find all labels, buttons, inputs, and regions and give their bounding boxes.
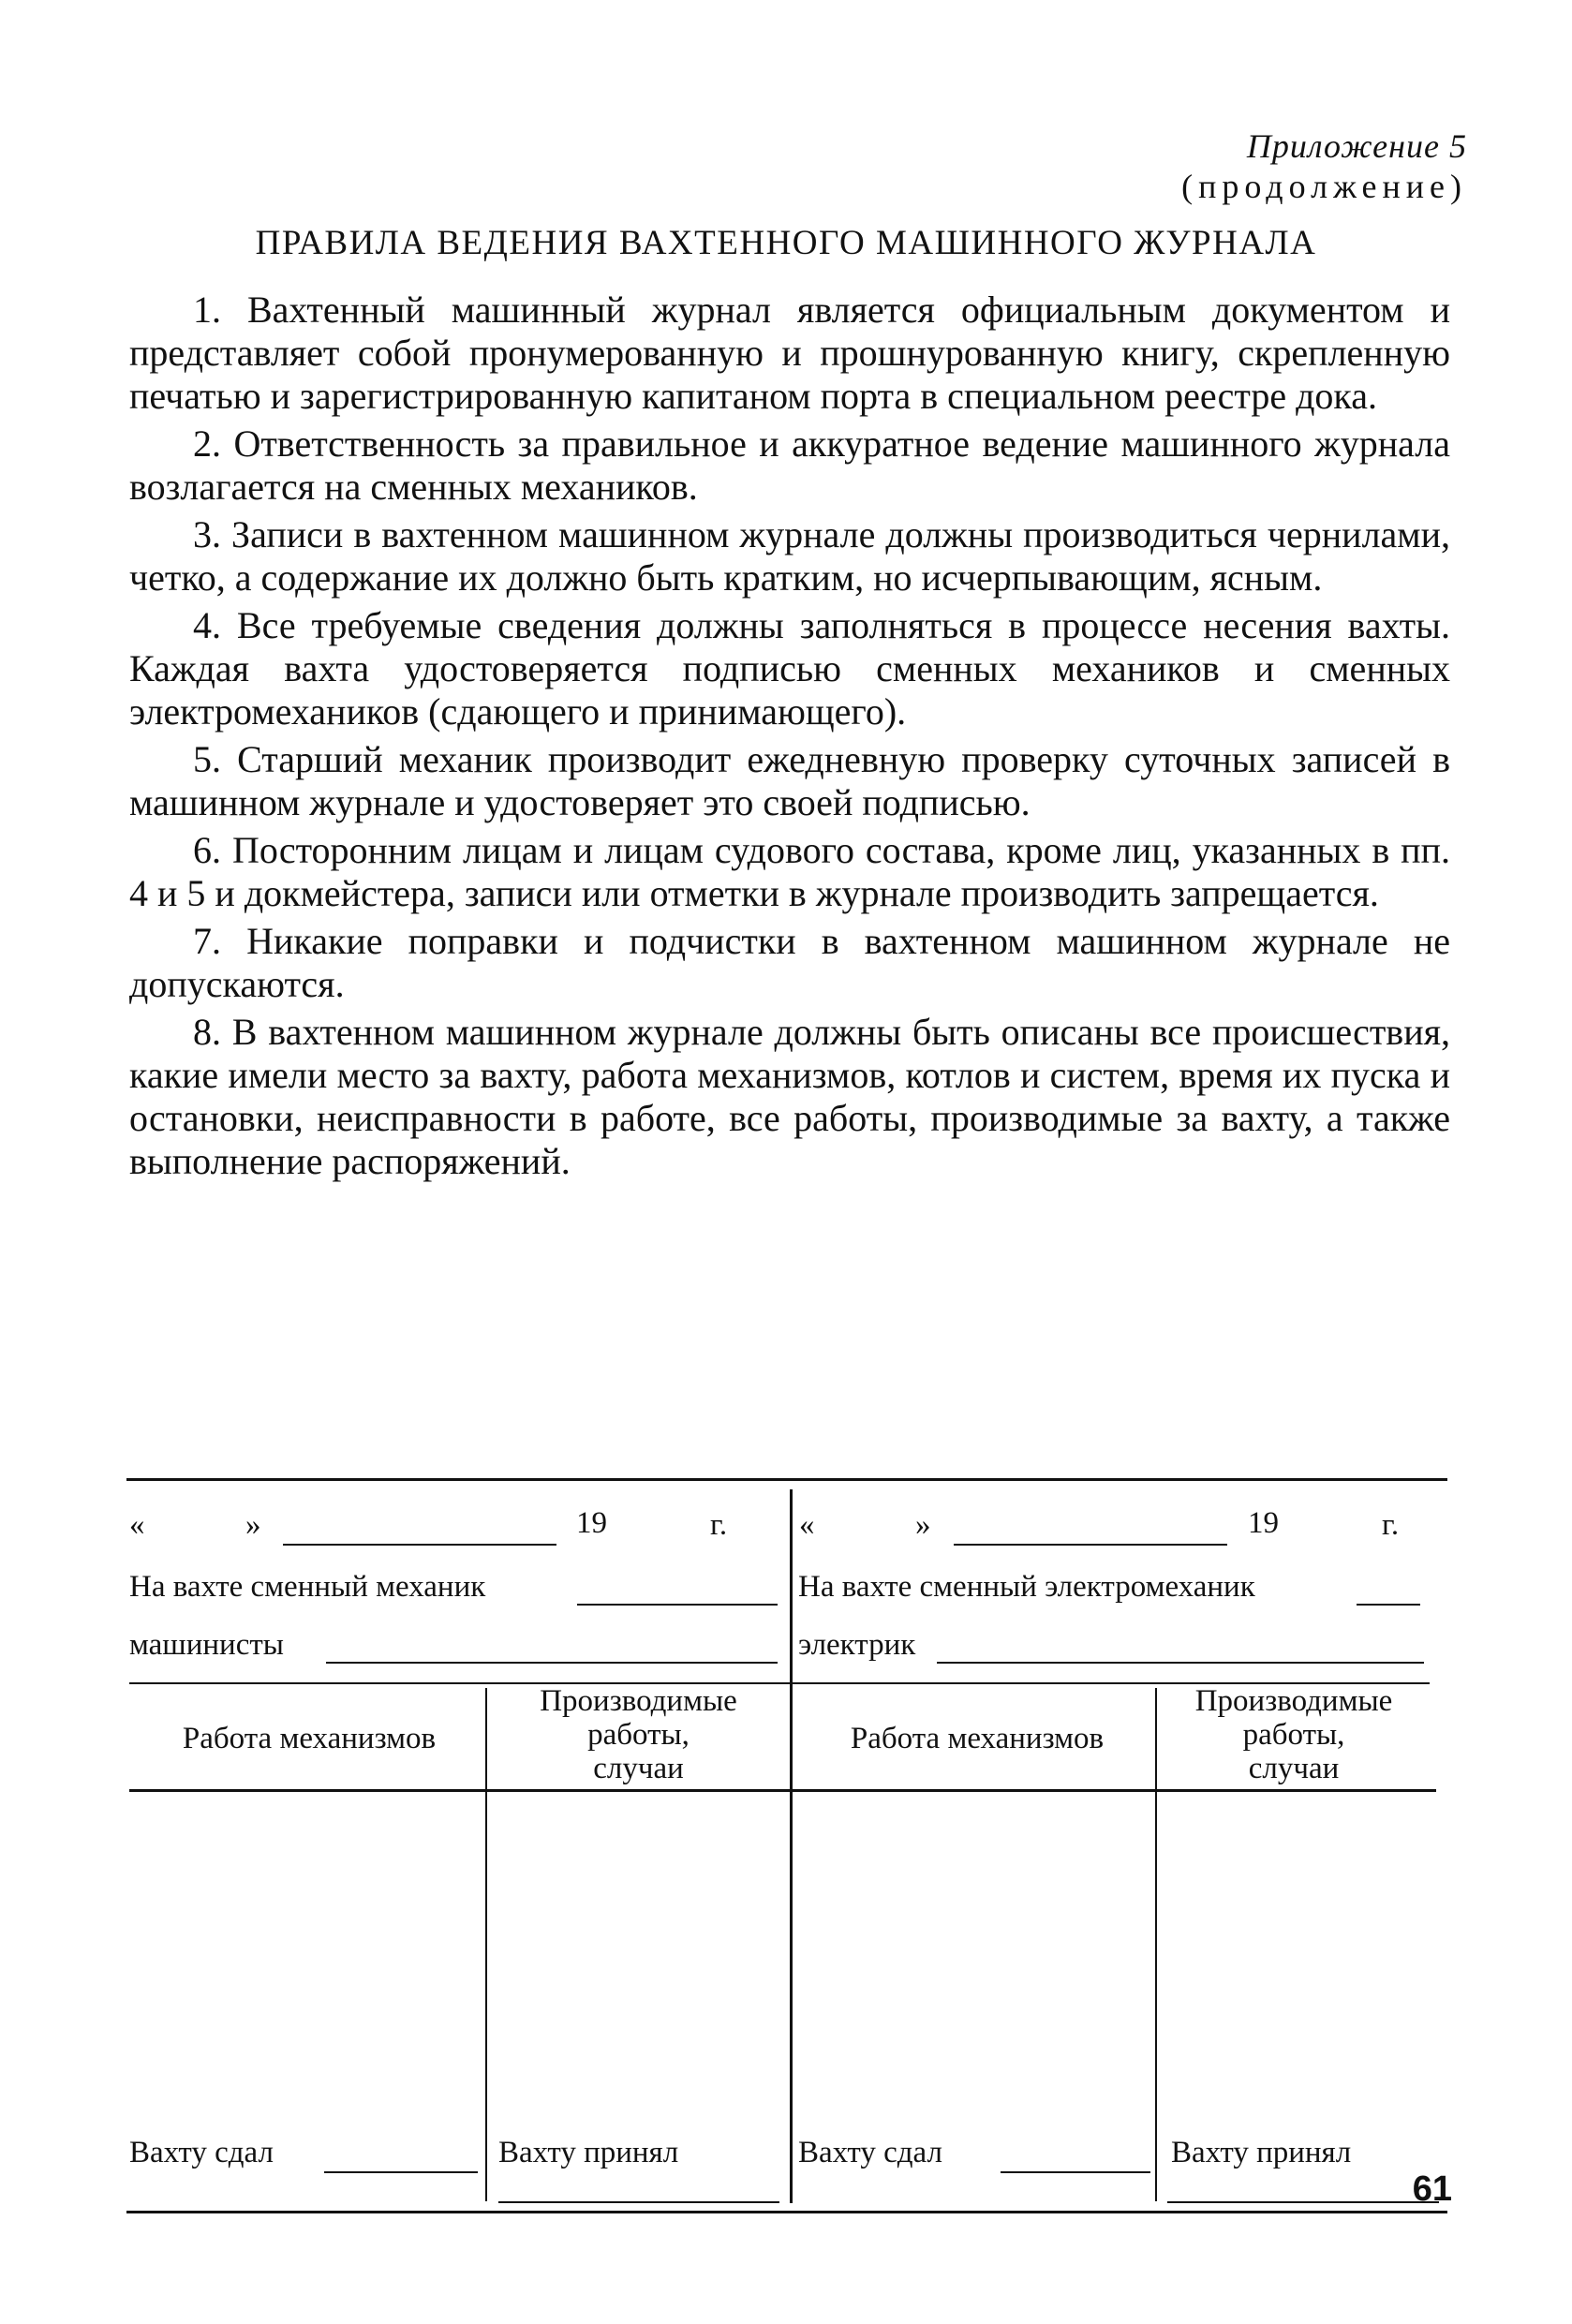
left-accepted-label: Вахту принял <box>498 2136 679 2169</box>
rule-7: 7. Никакие поправки и подчистки в вахтенном машинном журнале не допускаются. <box>129 920 1450 1005</box>
right-handed-blank[interactable] <box>1001 2171 1150 2173</box>
right-on-watch-label: На вахте сменный электромеханик <box>798 1570 1255 1604</box>
left-col2-header-line3: случаи <box>593 1752 684 1785</box>
left-col1-header: Работа механизмов <box>182 1722 437 1755</box>
right-date-blank[interactable] <box>954 1544 1227 1546</box>
left-accepted-blank[interactable] <box>498 2201 779 2203</box>
rule-3: 3. Записи в вахтенном машинном журнале должны производиться чернилами, четко, а содержание их должно быть кратким, но исчерпывающим, ясным. <box>129 513 1450 599</box>
form-center-divider <box>790 1489 793 2203</box>
right-year-suffix: г. <box>1382 1508 1400 1542</box>
rule-4: 4. Все требуемые сведения должны заполняться в процессе несения вахты. Каждая вахта удостоверяется подписью сменных механиков и сменных электромехаников (сдающего и принимающего). <box>129 604 1450 733</box>
left-date-blank[interactable] <box>283 1544 556 1546</box>
right-col2-header-line3: случаи <box>1248 1752 1340 1785</box>
rule-2: 2. Ответственность за правильное и аккуратное ведение машинного журнала возлагается на сменных механиков. <box>129 422 1450 508</box>
page-number: 61 <box>1412 2169 1452 2209</box>
left-quote-open: « <box>129 1508 145 1542</box>
right-quote-close: » <box>915 1508 931 1542</box>
rule-1: 1. Вахтенный машинный журнал является официальным документом и представляет собой пронумерованную и прошнурованную книгу, скрепленную печатью и зарегистрированную капитаном порта в специальном реестре дока. <box>129 289 1450 417</box>
left-col2-header-line1: Производимые <box>540 1684 737 1718</box>
right-col2-header <box>1158 1684 1430 1785</box>
left-crew-blank[interactable] <box>326 1662 778 1664</box>
rule-8: 8. В вахтенном машинном журнале должны быть описаны все происшествия, какие имели место за вахту, работа механизмов, котлов и систем, время их пуска и остановки, неисправности в работе, все работы, производимые за вахту, а также выполнение распоряжений. <box>129 1011 1450 1182</box>
left-inner-divider <box>485 1688 487 2201</box>
right-quote-open: « <box>799 1508 815 1542</box>
right-handed-label: Вахту сдал <box>798 2136 942 2169</box>
right-crew-label: электрик <box>798 1628 916 1662</box>
right-col1-header: Работа механизмов <box>850 1722 1105 1755</box>
rules-list <box>129 289 1450 1188</box>
right-accepted-blank[interactable] <box>1167 2201 1439 2203</box>
left-on-watch-label: На вахте сменный механик <box>129 1570 486 1604</box>
right-electromechanic-blank[interactable] <box>1357 1604 1420 1606</box>
form-top-rule <box>126 1478 1447 1481</box>
rule-5: 5. Старший механик производит ежедневную проверку суточных записей в машинном журнале и удостоверяет это своей подписью. <box>129 738 1450 823</box>
right-col2-header-line2: работы, <box>1242 1718 1345 1752</box>
right-crew-blank[interactable] <box>937 1662 1424 1664</box>
left-col2-header <box>487 1684 790 1785</box>
left-quote-close: » <box>245 1508 261 1542</box>
document-title: ПРАВИЛА ВЕДЕНИЯ ВАХТЕННОГО МАШИННОГО ЖУРНАЛА <box>255 224 1317 262</box>
left-handed-label: Вахту сдал <box>129 2136 274 2169</box>
continuation-label: (продолжение) <box>1181 168 1467 205</box>
left-year: 19 <box>576 1506 607 1540</box>
left-crew-label: машинисты <box>129 1628 284 1662</box>
rule-6: 6. Посторонним лицам и лицам судового состава, кроме лиц, указанных в пп. 4 и 5 и докмейстера, записи или отметки в журнале производить запрещается. <box>129 829 1450 914</box>
right-col2-header-line1: Производимые <box>1194 1684 1393 1718</box>
left-col2-header-line2: работы, <box>587 1718 690 1752</box>
left-year-suffix: г. <box>710 1508 728 1542</box>
header-bottom-rule <box>129 1789 1436 1792</box>
right-accepted-label: Вахту принял <box>1171 2136 1352 2169</box>
left-handed-blank[interactable] <box>324 2171 478 2173</box>
right-year: 19 <box>1248 1506 1279 1540</box>
right-inner-divider <box>1155 1688 1157 2201</box>
form-bottom-rule <box>126 2211 1447 2213</box>
left-mechanic-blank[interactable] <box>577 1604 778 1606</box>
appendix-label: Приложение 5 <box>1246 127 1467 165</box>
